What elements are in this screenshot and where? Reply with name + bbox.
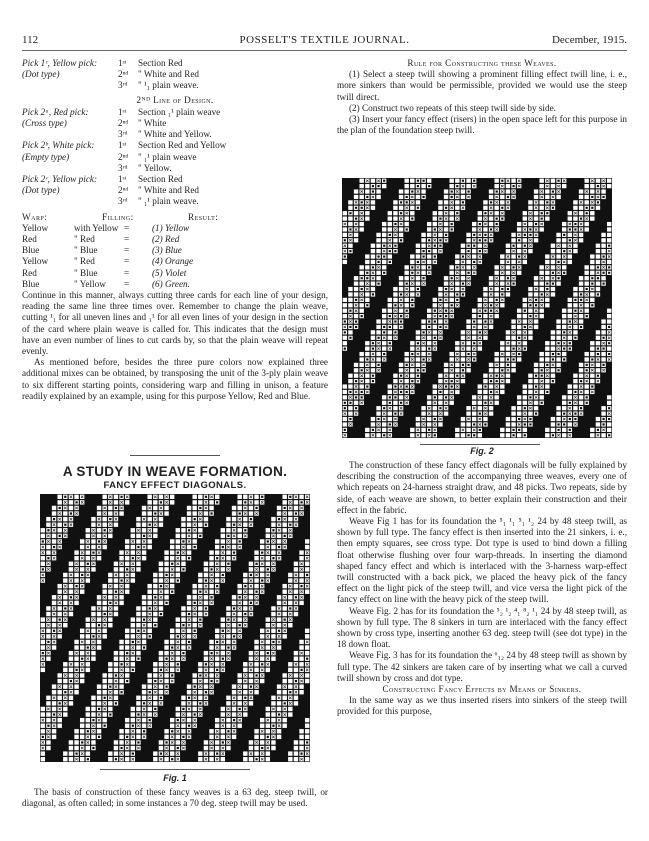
color-table-cell: =: [124, 234, 130, 245]
pick-text: " ¹₁ plain weave.: [138, 80, 199, 91]
pick-row: [22, 129, 328, 140]
pick-label: (Empty type): [22, 151, 70, 162]
pick-num: 3ʳᵈ: [118, 196, 128, 207]
color-table-cell: " Blue: [74, 267, 98, 278]
pick-row: [22, 69, 328, 80]
pick-row: [22, 152, 328, 163]
color-table-cell: (2) Red: [152, 234, 180, 245]
pick-text: Section Red: [138, 58, 183, 68]
color-table-cell: =: [124, 222, 130, 233]
pick-num: 2ⁿᵈ: [118, 69, 129, 80]
pick-label: [22, 80, 118, 91]
pick-num: 3ʳᵈ: [118, 80, 128, 91]
color-table-cell: with Yellow: [74, 222, 119, 233]
color-table-cell: " Blue: [74, 245, 98, 256]
pick-text: " White: [138, 118, 167, 129]
paragraph: The basis of construction of these fancy weaves is a 63 deg. steep twill, or diagonal, as often called; in some instances a 70 deg. steep twill may be used.: [22, 787, 328, 809]
pick-num: 1ˢᵗ: [118, 58, 127, 68]
pick-label: [22, 129, 118, 140]
fig2-weave-diagram: [342, 178, 612, 438]
paragraph: In the same way as we thus inserted risers into sinkers of the steep twill provided for this purpose,: [337, 695, 627, 717]
pick-row: [22, 185, 328, 196]
color-table-cell: " Yellow: [74, 278, 106, 289]
pick-text: Section Red and Yellow: [138, 140, 227, 151]
paragraph: The construction of these fancy effect diagonals will be fully explained by describing the construction of the accompanying three weaves, every one of which repeats on 24-harness straight draw, and 48 picks. Two repeats, side by side, of each weave are shown, to better explain their construction and their effect in the fabric.: [337, 460, 627, 515]
issue-date: December, 1915.: [551, 34, 627, 46]
right-column-top: [337, 58, 627, 136]
pick-row: [22, 80, 328, 91]
pick-label: Pick 2ᵃ, Red pick:: [22, 106, 89, 117]
pick-text: Section ₁¹ plain weave: [138, 106, 221, 117]
color-table-cell: (5) Violet: [152, 267, 187, 278]
color-table-cell: =: [124, 245, 130, 256]
color-table-cell: " Red: [74, 256, 95, 267]
color-table-cell: Blue: [22, 245, 40, 256]
pick-row: [22, 196, 328, 207]
section-heading: Constructing Fancy Effects by Means of Sinkers.: [382, 684, 582, 695]
color-table-cell: (3) Blue: [152, 245, 182, 256]
color-table-cell: Yellow: [22, 222, 49, 233]
color-table-cell: (4) Orange: [152, 256, 194, 267]
pick-label: [22, 163, 118, 174]
warp-head: Warp:: [22, 211, 48, 222]
pick-num: 2ⁿᵈ: [118, 118, 129, 129]
color-table-cell: Yellow: [22, 256, 49, 267]
pick-text: " White and Red: [138, 69, 199, 80]
divider: [100, 769, 250, 770]
paragraph: Continue in this manner, always cutting three cards for each line of your design, reading the same line three times over. Remember to change the plain weave, cutting ¹₁ for all uneven lines and ₁¹ for all even lines of your design in the section of the card where plain weave is called for. This indicates that the design must have an even number of lines to cut cards by, so that the plain weave will repeat evenly.: [22, 290, 328, 357]
paragraph: Weave Fig. 3 has for its foundation the ⁶₁₂ 24 by 48 steep twill as shown by full type. The 42 sinkers are taken care of by inserting what we call a curved twill shown by cross and dot type.: [337, 650, 627, 683]
right-column-bottom: [337, 460, 627, 718]
article-title: A STUDY IN WEAVE FORMATION.: [62, 464, 288, 479]
pick-num: 1ˢᵗ: [118, 174, 127, 185]
color-table-cell: =: [124, 256, 130, 267]
pick-text: Section Red: [138, 174, 183, 185]
page-number: 112: [22, 34, 39, 46]
pick-row: [22, 174, 328, 185]
rule-item: (2) Construct two repeats of this steep twill side by side.: [349, 102, 556, 113]
pick-num: 3ʳᵈ: [118, 129, 128, 140]
pick-label: Pick 2ᶜ, Yellow pick:: [22, 174, 98, 185]
page-header: [22, 34, 627, 51]
article-subtitle: FANCY EFFECT DIAGONALS.: [103, 480, 247, 491]
pick-label: Pick 1ᶜ, Yellow pick:: [22, 58, 98, 68]
pick-list-line1: [22, 58, 328, 92]
filling-head: Filling:: [102, 211, 134, 222]
paragraph: Weave Fig 1 has for its foundation the ⁵₁ ¹₁ ⁵₁ ¹₂ 24 by 48 steep twill, as shown by full type. The fancy effect is then inserted into the 21 sinkers, i. e., then empty squares, see cross type. Dot type is used to bind down a filling float otherwise flushing over four warp-threads. In inserting the diamond shaped fancy effect and which is interlaced with the 3-harness warp-effect twill constructed with a back pick, we placed the heavy pick of the fancy effect on the light pick of the steep twill, and vice versa the light pick of the fancy effect on line with the heavy pick of the steep twill.: [337, 516, 627, 605]
pick-text: " Yellow.: [138, 162, 172, 173]
rule-item: (3) Insert your fancy effect (risers) in the open space left for this purpose in the plan of the foundation steep twill.: [337, 114, 627, 136]
color-table-cell: =: [124, 267, 130, 278]
color-table: [22, 223, 328, 290]
paragraph: Weave Fig. 2 has for its foundation the ⁵₂ ¹₂ ⁴₁ ⁸₂ ¹₁ 24 by 48 steep twill, as shown by full type. The 8 sinkers in turn are interlaced with the fancy effect shown by cross type, inserting another 63 deg. steep twill (see dot type) in the 18 down float.: [337, 605, 627, 650]
color-table-cell: (1) Yellow: [152, 222, 190, 233]
pick-list-line2: [22, 107, 328, 208]
pick-label: (Dot type): [22, 69, 60, 80]
divider: [130, 455, 220, 456]
pick-label: [22, 196, 118, 207]
rule-item: (1) Select a steep twill showing a prominent filling effect twill line, i. e., more sinkers than would be permissible, provided we would use the steep twill direct.: [337, 69, 627, 102]
pick-num: 2ⁿᵈ: [118, 151, 129, 162]
pick-num: 2ⁿᵈ: [118, 185, 129, 196]
pick-row: [22, 58, 328, 69]
pick-row: [22, 163, 328, 174]
pick-row: [22, 107, 328, 118]
pick-text: " White and Yellow.: [138, 129, 212, 140]
color-table-cell: Red: [22, 234, 37, 245]
pick-label: Pick 2ᵇ, White pick:: [22, 140, 95, 151]
divider: [420, 444, 540, 445]
result-head: Result:: [188, 211, 219, 222]
line-heading: 2ᴺᴰ Line of Design.: [136, 94, 214, 105]
fig1-weave-diagram: [40, 494, 310, 762]
left-column-top: [22, 58, 328, 402]
color-table-cell: Red: [22, 267, 37, 278]
pick-row: [22, 140, 328, 151]
color-table-head: [22, 212, 328, 223]
pick-text: " White and Red: [138, 185, 199, 196]
journal-title: POSSELT'S TEXTILE JOURNAL.: [239, 34, 410, 46]
fig1-caption: Fig. 1: [163, 773, 187, 783]
color-table-cell: " Red: [74, 234, 95, 245]
pick-num: 1ˢᵗ: [118, 106, 127, 117]
pick-text: " ₁¹ plain weave.: [138, 196, 199, 207]
pick-label: (Cross type): [22, 118, 67, 129]
fig2-caption: Fig. 2: [470, 446, 494, 456]
color-table-cell: Blue: [22, 278, 40, 289]
pick-row: [22, 118, 328, 129]
left-column-bottom: [22, 787, 328, 809]
color-table-cell: (6) Green.: [152, 278, 190, 289]
pick-label: (Dot type): [22, 185, 60, 196]
pick-num: 3ʳᵈ: [118, 162, 128, 173]
rule-heading: Rule for Constructing these Weaves.: [407, 58, 557, 68]
paragraph: As mentioned before, besides the three pure colors now explained three additional mixes can be obtained, by transposing the unit of the 3-ply plain weave to six different starting points, considering warp and filling in unison, a feature readily explained by an example, using for this purpose Yellow, Red and Blue.: [22, 357, 328, 401]
color-table-cell: =: [124, 278, 130, 289]
pick-num: 1ˢᵗ: [118, 140, 127, 151]
pick-text: " ₁¹ plain weave: [138, 151, 197, 162]
